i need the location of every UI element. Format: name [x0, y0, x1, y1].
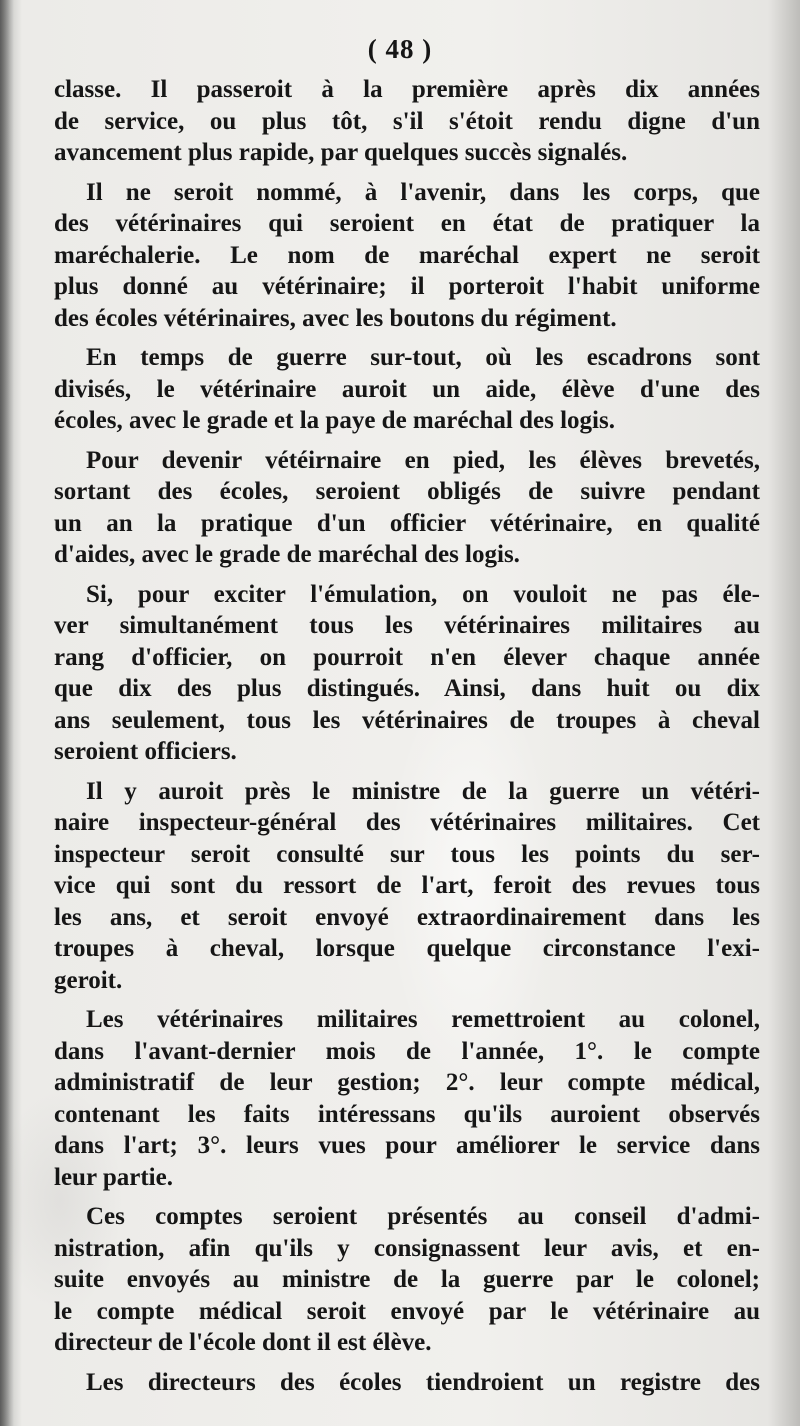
- text-line: Ces comptes seroient présentés au conseil d'admi-: [86, 1203, 760, 1230]
- text-line: vice qui sont du ressort de l'art, feroit des revues tous: [54, 872, 760, 899]
- text-line: contenant les faits intéressans qu'ils auroient observés: [54, 1100, 760, 1128]
- text-line: sortant des écoles, seroient obligés de suivre pendant: [54, 478, 760, 505]
- paragraph: [54, 1367, 760, 1399]
- text-line: Si, pour exciter l'émulation, on vouloit ne pas éle-: [86, 580, 760, 608]
- paragraph: [54, 177, 760, 335]
- text-line: d'aides, avec le grade de maréchal des logis.: [54, 541, 520, 568]
- text-line: seroient officiers.: [54, 738, 237, 765]
- paragraph: [54, 776, 760, 997]
- text-line: un an la pratique d'un officier vétérinaire, en qualité: [54, 509, 760, 537]
- text-line: avancement plus rapide, par quelques succès signalés.: [54, 139, 628, 166]
- text-line: En temps de guerre sur-tout, où les escadrons sont: [86, 344, 760, 371]
- text-line: troupes à cheval, lorsque quelque circonstance l'exi-: [54, 935, 760, 962]
- text-line: des écoles vétérinaires, avec les boutons du régiment.: [54, 304, 617, 332]
- text-line: le compte médical seroit envoyé par le vétérinaire au: [54, 1297, 760, 1325]
- text-line: maréchalerie. Le nom de maréchal expert ne seroit: [54, 241, 760, 269]
- paragraph: [54, 579, 760, 768]
- text-line: Les directeurs des écoles tiendroient un registre des: [86, 1368, 760, 1396]
- text-line: classe. Il passeroit à la première après dix années: [54, 76, 760, 103]
- page-number: ( 48 ): [367, 34, 433, 64]
- text-line: naire inspecteur-général des vétérinaires militaires. Cet: [54, 809, 760, 836]
- text-line: Les vétérinaires militaires remettroient au colonel,: [86, 1006, 760, 1033]
- page-text: [54, 74, 760, 1406]
- text-line: divisés, le vétérinaire auroit un aide, élève d'une des: [54, 375, 760, 403]
- text-line: Pour devenir vétéirnaire en pied, les élèves brevetés,: [86, 446, 760, 474]
- text-line: les ans, et seroit envoyé extraordinairement dans les: [54, 903, 760, 931]
- text-line: leur partie.: [54, 1163, 173, 1191]
- text-line: écoles, avec le grade et la paye de maréchal des logis.: [54, 407, 615, 434]
- text-line: geroit.: [54, 966, 123, 994]
- text-line: rang d'officier, on pourroit n'en élever chaque année: [54, 643, 760, 671]
- text-line: administratif de leur gestion; 2°. leur compte médical,: [54, 1069, 760, 1096]
- text-line: que dix des plus distingués. Ainsi, dans huit ou dix: [54, 675, 760, 702]
- text-line: Il ne seroit nommé, à l'avenir, dans les corps, que: [86, 178, 760, 206]
- text-line: dans l'avant-dernier mois de l'année, 1°. le compte: [54, 1037, 760, 1065]
- text-line: Il y auroit près le ministre de la guerre un vétéri-: [86, 777, 760, 805]
- text-line: des vétérinaires qui seroient en état de pratiquer la: [54, 210, 760, 237]
- paragraph: [54, 445, 760, 571]
- text-line: dans l'art; 3°. leurs vues pour améliorer le service dans: [54, 1132, 760, 1159]
- text-line: ans seulement, tous les vétérinaires de troupes à cheval: [54, 706, 760, 734]
- paragraph: [54, 1004, 760, 1193]
- text-line: plus donné au vétérinaire; il porteroit l'habit uniforme: [54, 273, 760, 300]
- text-line: inspecteur seroit consulté sur tous les points du ser-: [54, 840, 760, 868]
- text-line: suite envoyés au ministre de la guerre par le colonel;: [54, 1266, 760, 1293]
- text-line: de service, ou plus tôt, s'il s'étoit rendu digne d'un: [54, 107, 760, 135]
- page-gutter-shadow: [0, 0, 14, 1426]
- text-line: ver simultanément tous les vétérinaires militaires au: [54, 612, 760, 639]
- paragraph: [54, 342, 760, 437]
- text-line: directeur de l'école dont il est élève.: [54, 1329, 432, 1356]
- text-line: nistration, afin qu'ils y consignassent leur avis, et en-: [54, 1234, 760, 1262]
- paragraph: [54, 74, 760, 169]
- paragraph: [54, 1201, 760, 1359]
